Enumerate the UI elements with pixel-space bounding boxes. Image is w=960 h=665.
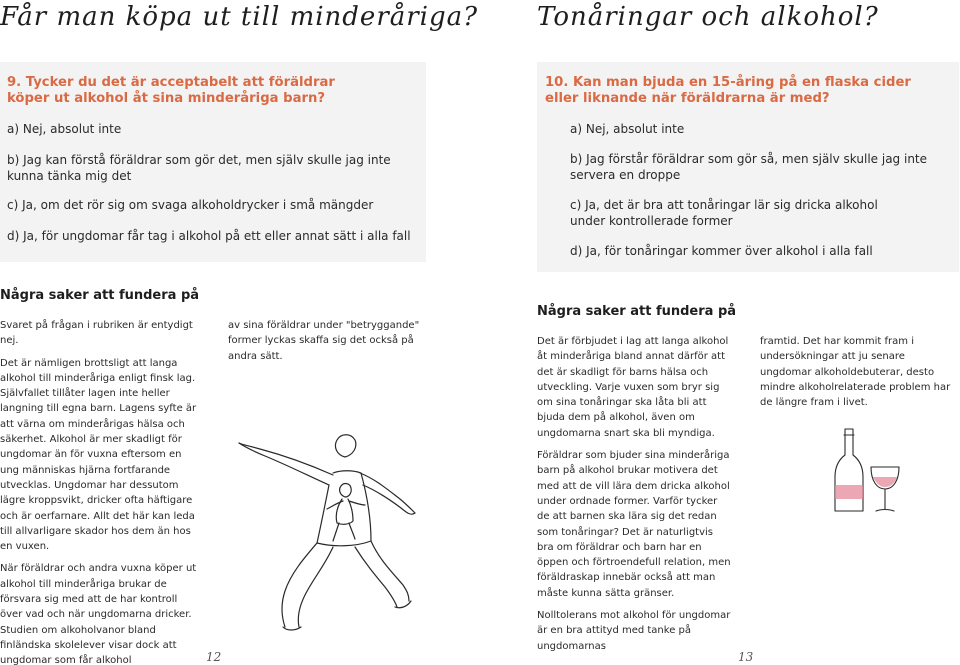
right-body-column-1 <box>537 334 732 661</box>
right-page-number: 13 <box>738 650 754 664</box>
left-col1-paragraph: Det är nämligen brottsligt att langa alkohol till minderåriga enligt finsk lag. Självfallet tillåter lagen inte heller langning till egna barn. Lagens syfte är att värna om minderårigas hälsa och säkerhet. Alkohol är mer skadligt för ungdomar än för vuxna eftersom en ung människas hjärna fortfarande utvecklas. Ungdomar har dessutom lägre kroppsvikt, dricker ofta häftigare och är oerfarnare. Allt det här kan leda till allvarligare skador hos dem än hos en vuxen. <box>0 357 197 553</box>
wine-bottle-and-glass-illustration <box>815 425 915 525</box>
question-9-option-b[interactable]: b) Jag kan förstå föräldrar som gör det, men själv skulle jag inte kunna tänka mig det <box>7 153 391 183</box>
left-page-number: 12 <box>206 650 222 664</box>
left-col1-paragraph: Svaret på frågan i rubriken är entydigt nej. <box>0 320 193 347</box>
question-9-option-c[interactable]: c) Ja, om det rör sig om svaga alkoholdrycker i små mängder <box>7 198 374 212</box>
right-col1-paragraph: Det är förbjudet i lag att langa alkohol åt minderåriga bland annat därför att det är skadligt för barns hälsa och utveckling. Varje vuxen som bryr sig om sina tonåringar ska låta bli att bjuda dem på alkohol, även om ungdomarna snart ska bli myndiga. <box>537 336 729 439</box>
right-col1-paragraph: Nolltolerans mot alkohol för ungdomar är en bra attityd med tanke på ungdomarnas <box>537 610 731 652</box>
question-9-option-a[interactable]: a) Nej, absolut inte <box>7 122 122 136</box>
left-page-title: Får man köpa ut till minderåriga? <box>0 2 479 32</box>
question-10-option-d[interactable]: d) Ja, för tonåringar kommer över alkohol i alla fall <box>570 244 873 258</box>
right-section-heading: Några saker att fundera på <box>537 304 737 319</box>
question-9-box <box>0 62 426 262</box>
left-col2-paragraph: av sina föräldrar under "betryggande" former lyckas skaffa sig det också på andra sätt. <box>228 320 420 362</box>
question-9-title: 9. Tycker du det är acceptabelt att föräldrar köper ut alkohol åt sina minderåriga barn? <box>7 75 335 106</box>
question-10-option-a[interactable]: a) Nej, absolut inte <box>570 122 685 136</box>
right-col1-paragraph: Föräldrar som bjuder sina minderåriga barn på alkohol brukar motivera det med att de vill lära dem dricka alkohol under ordnade former. Varför tycker de att barnen ska lära sig det redan som tonåringar? Det är naturligtvis bra om föräldrar och barn har en öppen och förtroendefull relation, men föräldraskap innebär också att man måste kunna sätta gränser. <box>537 450 731 599</box>
right-body-column-2 <box>760 334 955 417</box>
left-body-column-2 <box>228 318 428 371</box>
left-section-heading: Några saker att fundera på <box>0 288 200 303</box>
question-10-title: 10. Kan man bjuda en 15-åring på en flaska cider eller liknande när föräldrarna är med? <box>545 75 911 106</box>
father-and-child-dancing-illustration <box>225 395 430 640</box>
question-10-option-c[interactable]: c) Ja, det är bra att tonåringar lär sig dricka alkohol under kontrollerade former <box>570 198 878 228</box>
left-col1-paragraph: När föräldrar och andra vuxna köper ut alkohol till minderåriga brukar de försvara sig med att de har kontroll över vad och när ungdomarna dricker. Studien om alkoholvanor bland finländska skolelever visar dock att ungdomar som får alkohol <box>0 563 197 665</box>
question-10-option-b[interactable]: b) Jag förstår föräldrar som gör så, men själv skulle jag inte servera en droppe <box>570 152 928 182</box>
left-body-column-1 <box>0 318 200 665</box>
right-page-title: Tonåringar och alkohol? <box>537 2 879 32</box>
right-col2-paragraph: framtid. Det har kommit fram i undersökningar att ju senare ungdomar alkoholdebuterar, desto mindre alkoholrelaterade problem har de längre fram i livet. <box>760 336 951 409</box>
question-10-box <box>537 62 959 272</box>
question-9-option-d[interactable]: d) Ja, för ungdomar får tag i alkohol på ett eller annat sätt i alla fall <box>7 229 411 243</box>
